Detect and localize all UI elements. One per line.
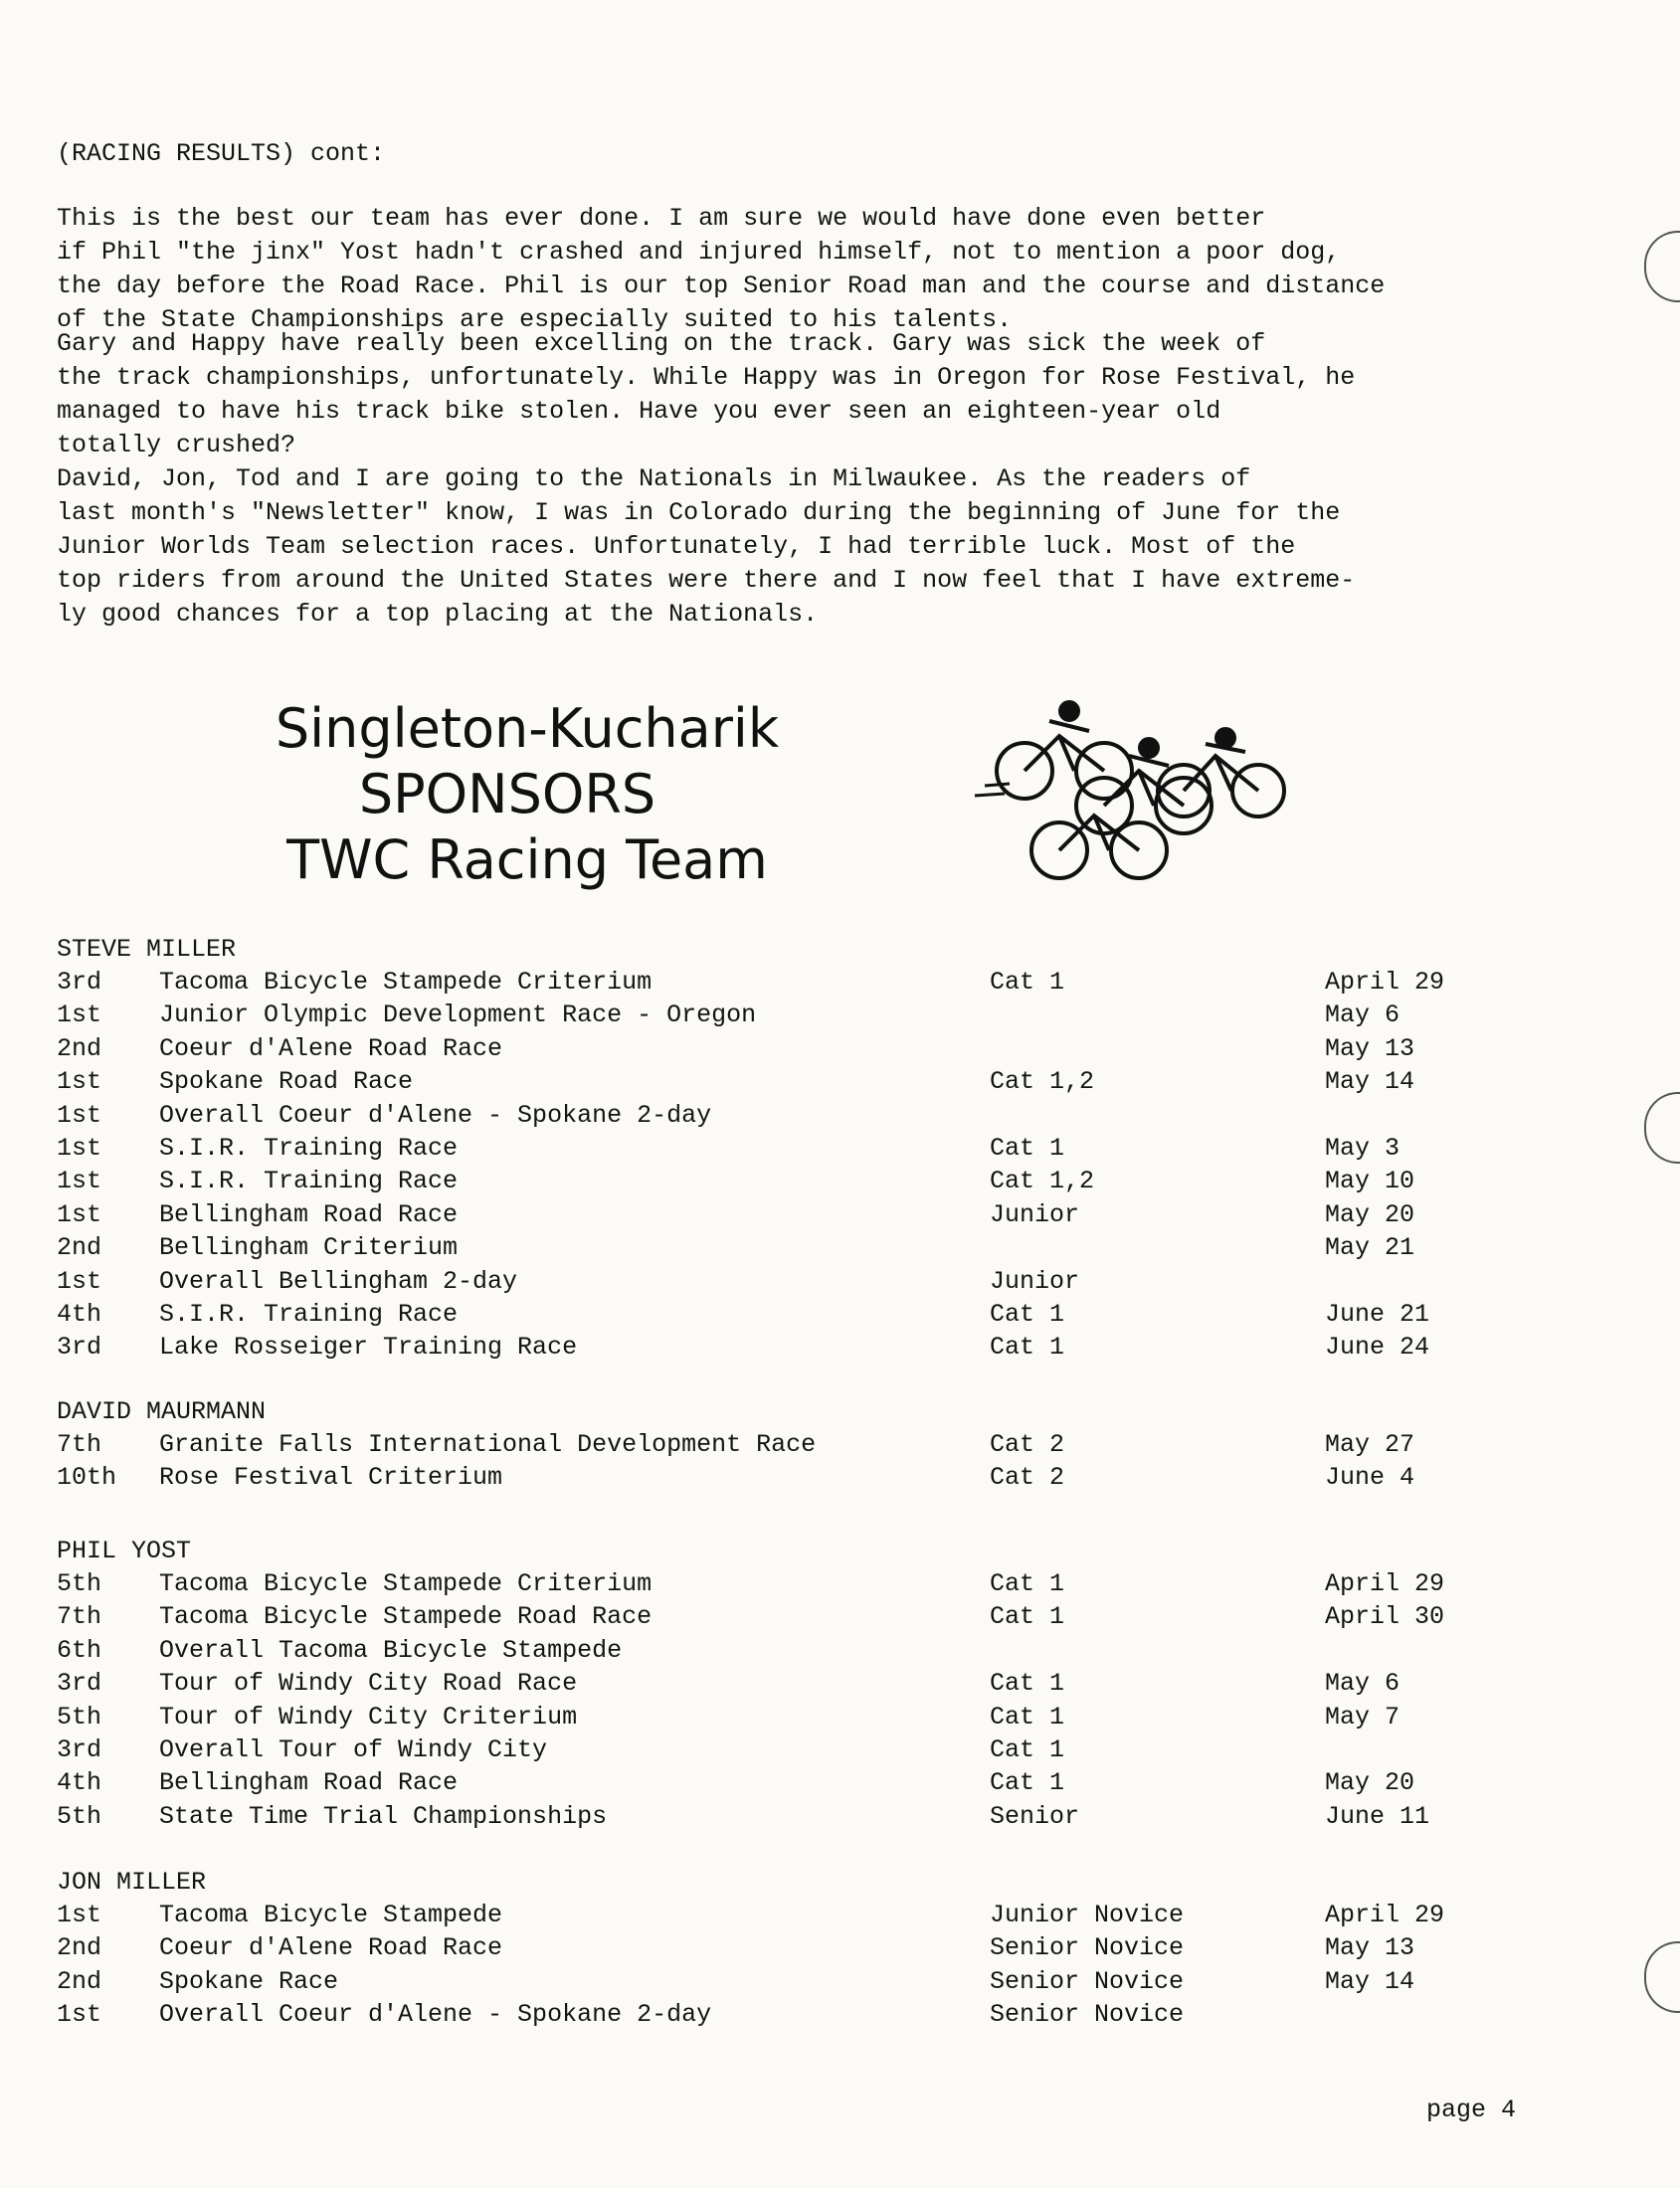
result-event: Overall Coeur d'Alene - Spokane 2-day: [159, 1100, 712, 1130]
result-place: 4th: [57, 1768, 102, 1798]
result-row: [57, 1198, 1549, 1231]
result-event: Tour of Windy City Criterium: [159, 1702, 578, 1732]
result-place: 3rd: [57, 1734, 102, 1764]
result-category: Junior: [990, 1199, 1080, 1229]
result-row: [57, 1931, 1549, 1964]
result-date: April 29: [1325, 1901, 1445, 1929]
binder-hole: [1644, 1941, 1680, 2013]
result-row: [57, 1800, 1549, 1833]
result-place: 3rd: [57, 1333, 102, 1363]
result-category: Junior Novice: [990, 1901, 1185, 1929]
result-category: Cat 1: [990, 1602, 1065, 1632]
result-category: Cat 1: [990, 1669, 1065, 1699]
sponsor-line: TWC Racing Team: [286, 828, 768, 891]
result-place: 5th: [57, 1801, 102, 1831]
result-event: Spokane Race: [159, 1966, 339, 1996]
result-event: Coeur d'Alene Road Race: [159, 1933, 503, 1963]
result-row: [57, 1965, 1549, 1998]
cyclists-illustration: [955, 686, 1313, 885]
result-event: Tacoma Bicycle Stampede Criterium: [159, 1569, 653, 1598]
result-category: Senior Novice: [990, 1933, 1185, 1963]
result-date: June 11: [1325, 1801, 1430, 1831]
result-event: Overall Bellingham 2-day: [159, 1266, 518, 1296]
result-category: Cat 1: [990, 1333, 1065, 1363]
result-event: Granite Falls International Development Race: [159, 1430, 817, 1459]
result-event: S.I.R. Training Race: [159, 1299, 459, 1329]
result-date: May 7: [1325, 1702, 1400, 1732]
page-number: page 4: [1426, 2096, 1517, 2124]
section-heading: (RACING RESULTS) cont:: [57, 139, 386, 168]
result-row: [57, 1634, 1549, 1667]
result-date: May 14: [1325, 1966, 1415, 1996]
result-row: [57, 1461, 1549, 1494]
result-row: [57, 1428, 1549, 1461]
result-place: 2nd: [57, 1233, 102, 1263]
result-place: 1st: [57, 1266, 102, 1296]
result-row: [57, 999, 1549, 1031]
rider-name: JON MILLER: [57, 1868, 207, 1897]
result-row: [57, 1331, 1549, 1364]
result-category: Cat 2: [990, 1463, 1065, 1493]
result-date: May 3: [1325, 1133, 1400, 1163]
rider-name: DAVID MAURMANN: [57, 1397, 267, 1426]
result-event: S.I.R. Training Race: [159, 1133, 459, 1163]
result-event: Tacoma Bicycle Stampede Road Race: [159, 1602, 653, 1632]
rider-section: [57, 1395, 1549, 1495]
result-place: 4th: [57, 1299, 102, 1329]
paragraph: Gary and Happy have really been excelling on the track. Gary was sick the week of the track championships, unfortunately. While Happy was in Oregon for Rose Festival, he managed to have his track bike stolen. Have you ever seen an eighteen-year old totally crushed?: [57, 329, 1356, 459]
result-row: [57, 1998, 1549, 2031]
result-row: [57, 1265, 1549, 1298]
result-category: Senior Novice: [990, 2000, 1185, 2030]
result-event: Bellingham Road Race: [159, 1199, 459, 1229]
result-row: [57, 1600, 1549, 1633]
result-event: State Time Trial Championships: [159, 1801, 608, 1831]
result-event: Overall Tour of Windy City: [159, 1734, 548, 1764]
result-category: Cat 1,2: [990, 1067, 1095, 1097]
sponsor-handwritten-note: [199, 696, 855, 893]
result-place: 1st: [57, 2000, 102, 2030]
result-place: 1st: [57, 1100, 102, 1130]
result-date: May 27: [1325, 1430, 1415, 1459]
result-event: Tacoma Bicycle Stampede Criterium: [159, 968, 653, 997]
result-date: May 13: [1325, 1033, 1415, 1063]
result-place: 5th: [57, 1569, 102, 1598]
result-place: 7th: [57, 1602, 102, 1632]
rider-section: [57, 933, 1549, 1365]
result-category: Cat 1: [990, 1702, 1065, 1732]
result-place: 2nd: [57, 1933, 102, 1963]
result-category: Senior Novice: [990, 1966, 1185, 1996]
rider-name: STEVE MILLER: [57, 935, 237, 964]
result-category: Senior: [990, 1801, 1080, 1831]
result-row: [57, 1667, 1549, 1700]
result-date: May 6: [1325, 1669, 1400, 1699]
result-date: June 24: [1325, 1333, 1430, 1363]
result-date: May 14: [1325, 1067, 1415, 1097]
result-place: 2nd: [57, 1033, 102, 1063]
rider-name: PHIL YOST: [57, 1537, 192, 1565]
binder-hole: [1644, 1092, 1680, 1164]
result-row: [57, 1567, 1549, 1600]
result-event: Tacoma Bicycle Stampede: [159, 1901, 503, 1929]
result-event: Junior Olympic Development Race - Oregon: [159, 1001, 757, 1030]
sponsor-line: Singleton-Kucharik: [275, 697, 780, 760]
result-event: Rose Festival Criterium: [159, 1463, 503, 1493]
result-place: 6th: [57, 1635, 102, 1665]
result-category: Junior: [990, 1266, 1080, 1296]
result-place: 1st: [57, 1901, 102, 1929]
rider-section: [57, 1866, 1549, 2032]
result-place: 1st: [57, 1133, 102, 1163]
result-row: [57, 1132, 1549, 1165]
result-event: Bellingham Road Race: [159, 1768, 459, 1798]
result-date: May 20: [1325, 1199, 1415, 1229]
result-row: [57, 1165, 1549, 1197]
result-date: June 21: [1325, 1299, 1430, 1329]
result-date: May 13: [1325, 1933, 1415, 1963]
result-place: 1st: [57, 1167, 102, 1196]
result-category: Cat 1: [990, 1734, 1065, 1764]
result-row: [57, 1032, 1549, 1065]
result-row: [57, 1899, 1549, 1931]
paragraph: This is the best our team has ever done. I am sure we would have done even better if Phil "the jinx" Yost hadn't crashed and injured himself, not to mention a poor dog, the day before the Road Race. Phil is our top Senior Road man and the course and distance of the State Championships are especially suited to his talents.: [57, 204, 1386, 334]
result-date: April 30: [1325, 1602, 1445, 1632]
result-event: Overall Tacoma Bicycle Stampede: [159, 1635, 623, 1665]
result-category: Cat 1,2: [990, 1167, 1095, 1196]
result-event: Spokane Road Race: [159, 1067, 414, 1097]
result-date: May 6: [1325, 1001, 1400, 1030]
paragraph: David, Jon, Tod and I are going to the Nationals in Milwaukee. As the readers of last month's "Newsletter" know, I was in Colorado during the beginning of June for the Junior Worlds Team selection races. Unfortunately, I had terrible luck. Most of the top riders from around the United States were there and I now feel that I have extreme- ly good chances for a top placing at the Nationals.: [57, 464, 1356, 629]
result-event: Bellingham Criterium: [159, 1233, 459, 1263]
result-row: [57, 966, 1549, 999]
result-date: May 10: [1325, 1167, 1415, 1196]
result-row: [57, 1298, 1549, 1331]
result-row: [57, 1766, 1549, 1799]
result-date: April 29: [1325, 1569, 1445, 1598]
result-date: April 29: [1325, 968, 1445, 997]
sponsor-line: SPONSORS: [358, 763, 656, 825]
result-category: Cat 1: [990, 1133, 1065, 1163]
result-date: May 21: [1325, 1233, 1415, 1263]
result-place: 5th: [57, 1702, 102, 1732]
result-event: S.I.R. Training Race: [159, 1167, 459, 1196]
result-category: Cat 1: [990, 1569, 1065, 1598]
rider-section: [57, 1535, 1549, 1833]
result-place: 1st: [57, 1001, 102, 1030]
result-row: [57, 1733, 1549, 1766]
result-event: Coeur d'Alene Road Race: [159, 1033, 503, 1063]
binder-hole: [1644, 231, 1680, 302]
result-place: 3rd: [57, 1669, 102, 1699]
result-category: Cat 2: [990, 1430, 1065, 1459]
result-category: Cat 1: [990, 968, 1065, 997]
result-category: Cat 1: [990, 1299, 1065, 1329]
result-place: 2nd: [57, 1966, 102, 1996]
result-place: 10th: [57, 1463, 117, 1493]
result-category: Cat 1: [990, 1768, 1065, 1798]
result-row: [57, 1065, 1549, 1098]
result-row: [57, 1099, 1549, 1132]
result-event: Tour of Windy City Road Race: [159, 1669, 578, 1699]
result-place: 1st: [57, 1067, 102, 1097]
result-place: 3rd: [57, 968, 102, 997]
result-row: [57, 1701, 1549, 1733]
result-event: Lake Rosseiger Training Race: [159, 1333, 578, 1363]
result-row: [57, 1231, 1549, 1264]
result-place: 7th: [57, 1430, 102, 1459]
result-event: Overall Coeur d'Alene - Spokane 2-day: [159, 2000, 712, 2030]
result-date: June 4: [1325, 1463, 1415, 1493]
result-place: 1st: [57, 1199, 102, 1229]
result-date: May 20: [1325, 1768, 1415, 1798]
